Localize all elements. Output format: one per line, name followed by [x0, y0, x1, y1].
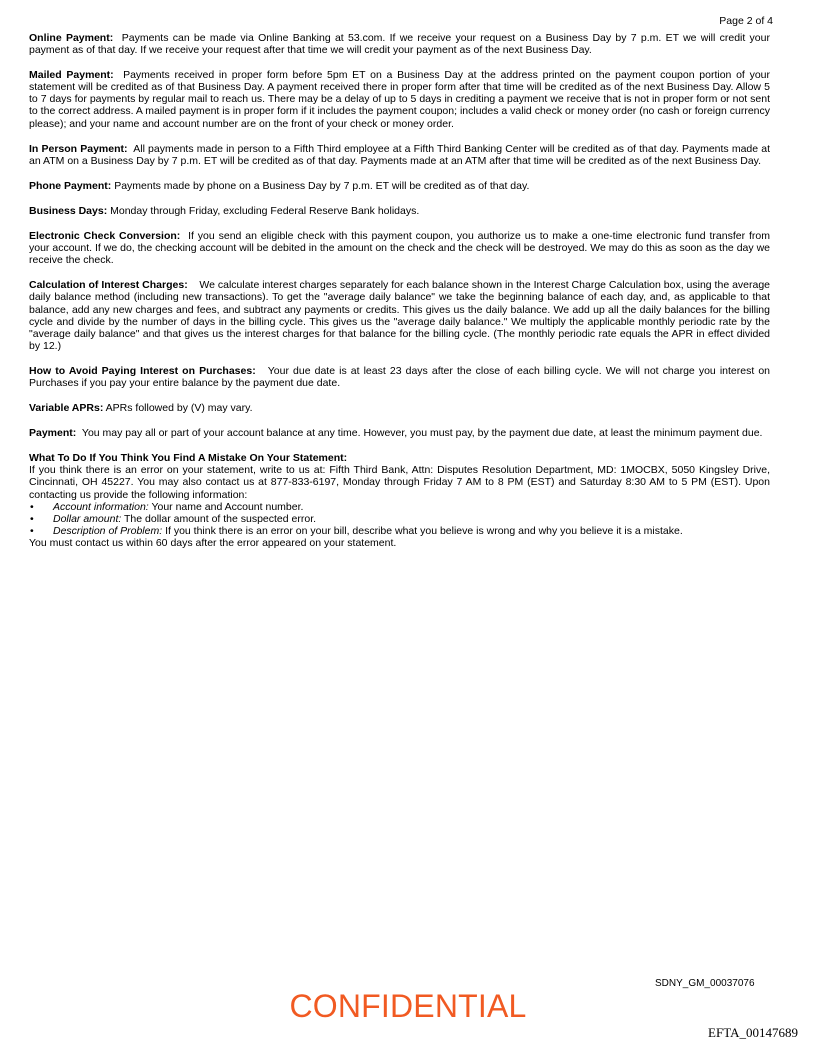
section-text: Payments can be made via Online Banking at 53.com. If we receive your request on a Business Day by 7 p.m. ET we will credit your payment as of that day. If we receive your request after that time we will credit your payment as of the next Business Day. [29, 32, 770, 57]
list-item-text: If you think there is an error on your bill, describe what you believe is wrong and why you believe it is a mistake. [165, 524, 683, 537]
section-text: You may pay all or part of your account balance at any time. However, you must pay, by the payment due date, at least the minimum payment due. [81, 427, 763, 440]
section-avoid-interest [29, 365, 770, 389]
section-text: Payments received in proper form before 5pm ET on a Business Day at the address printed on the payment coupon portion of your statement will be credited as of that Business Day. A payment received there in proper form after that time will be credited as of the next Business Day. Allow 5 to 7 days for payments by regular mail to reach us. There may be a delay of up to 5 days in crediting a payment we receive that is not in proper form or not sent to the correct address. A mailed payment is in proper form if it includes the payment coupon; includes a valid check or money order (no cash or foreign currency please); and your name and account number are on the front of your check or money order. [29, 69, 770, 130]
section-payment [29, 427, 770, 439]
section-text: We calculate interest charges separately for each balance shown in the Interest Charge Calculation box, using the average daily balance method (including new transactions). To get the "average daily balance" we take the beginning balance of each day, and, as applicable to that balance, add any new charges and fees, and subtract any payments or credits. This gives us the daily balance. We add up all the daily balances for the billing cycle and divide by the number of days in the billing cycle. This gives us the "average daily balance." We multiply the applicable monthly periodic rate by the "average daily balance" and that gives us the interest charges for that balance for the billing cycle. (The monthly periodic rate equals the APR in effect divided by 12.) [29, 279, 771, 352]
efta-number: EFTA_00147689 [708, 1025, 798, 1040]
mistake-closing: You must contact us within 60 days after the error appeared on your statement. [29, 536, 397, 549]
bates-number: SDNY_GM_00037076 [655, 978, 755, 989]
page-number: Page 2 of 4 [719, 15, 773, 27]
list-item-text: The dollar amount of the suspected error. [124, 512, 317, 525]
section-electronic-check-conversion [29, 230, 770, 266]
section-in-person-payment [29, 143, 770, 167]
section-heading: In Person Payment: [29, 142, 128, 155]
section-heading: Online Payment: [29, 32, 114, 44]
section-heading: How to Avoid Paying Interest on Purchases: [29, 364, 256, 377]
section-text: Monday through Friday, excluding Federal Reserve Bank holidays. [110, 204, 420, 217]
section-text: APRs followed by (V) may vary. [105, 402, 253, 415]
section-online-payment [29, 32, 770, 56]
section-heading: Phone Payment: [29, 179, 112, 192]
section-heading: Business Days: [29, 204, 108, 217]
mistake-info-list [29, 501, 770, 537]
statement-terms [29, 32, 770, 549]
section-mistake [29, 452, 770, 549]
mistake-intro: If you think there is an error on your statement, write to us at: Fifth Third Bank, Attn: Disputes Resolution Department, MD: 1MOCBX, 5050 Kingsley Drive, Cincinnati, OH 45227. You may also contact us at 877-833-6197, Monday through Friday 7 AM to 8 PM (EST) and Saturday 8:30 AM to 5 PM (EST). Upon contacting us provide the following information: [29, 464, 770, 501]
list-item [29, 501, 770, 513]
list-item [29, 525, 770, 537]
list-item-label: Description of Problem: [53, 524, 163, 537]
section-heading: Variable APRs: [29, 402, 104, 415]
section-text: Payments made by phone on a Business Day by 7 p.m. ET will be credited as of that day. [114, 179, 530, 192]
list-item-text: Your name and Account number. [151, 500, 304, 513]
section-text: Your due date is at least 23 days after the close of each billing cycle. We will not charge you interest on Purchases if you pay your entire balance by the payment due date. [29, 364, 771, 389]
section-heading: Calculation of Interest Charges: [29, 279, 188, 292]
section-heading: Electronic Check Conversion: [29, 230, 181, 243]
list-item-label: Account information: [53, 500, 149, 513]
section-variable-aprs [29, 402, 770, 414]
section-phone-payment [29, 180, 770, 192]
mistake-heading: What To Do If You Think You Find A Mistake On Your Statement: [29, 452, 348, 465]
section-heading: Payment: [29, 427, 77, 440]
confidential-stamp: CONFIDENTIAL [289, 988, 527, 1024]
section-text: All payments made in person to a Fifth Third employee at a Fifth Third Banking Center will be credited as of that day. Payments made at an ATM on a Business Day by 7 p.m. ET will be credited as of that day. Payments made at an ATM after that time will be credited as of the next Business Day. [29, 142, 770, 167]
section-heading: Mailed Payment: [29, 69, 114, 82]
section-mailed-payment [29, 69, 770, 129]
section-text: If you send an eligible check with this payment coupon, you authorize us to make a one-time electronic fund transfer from your account. If we do, the checking account will be debited in the amount on the check and the check will be destroyed. We may do this as soon as the day we receive the check. [29, 230, 770, 267]
section-interest-charges [29, 279, 770, 352]
list-item-label: Dollar amount: [53, 512, 122, 525]
section-business-days [29, 205, 770, 217]
list-item [29, 513, 770, 525]
